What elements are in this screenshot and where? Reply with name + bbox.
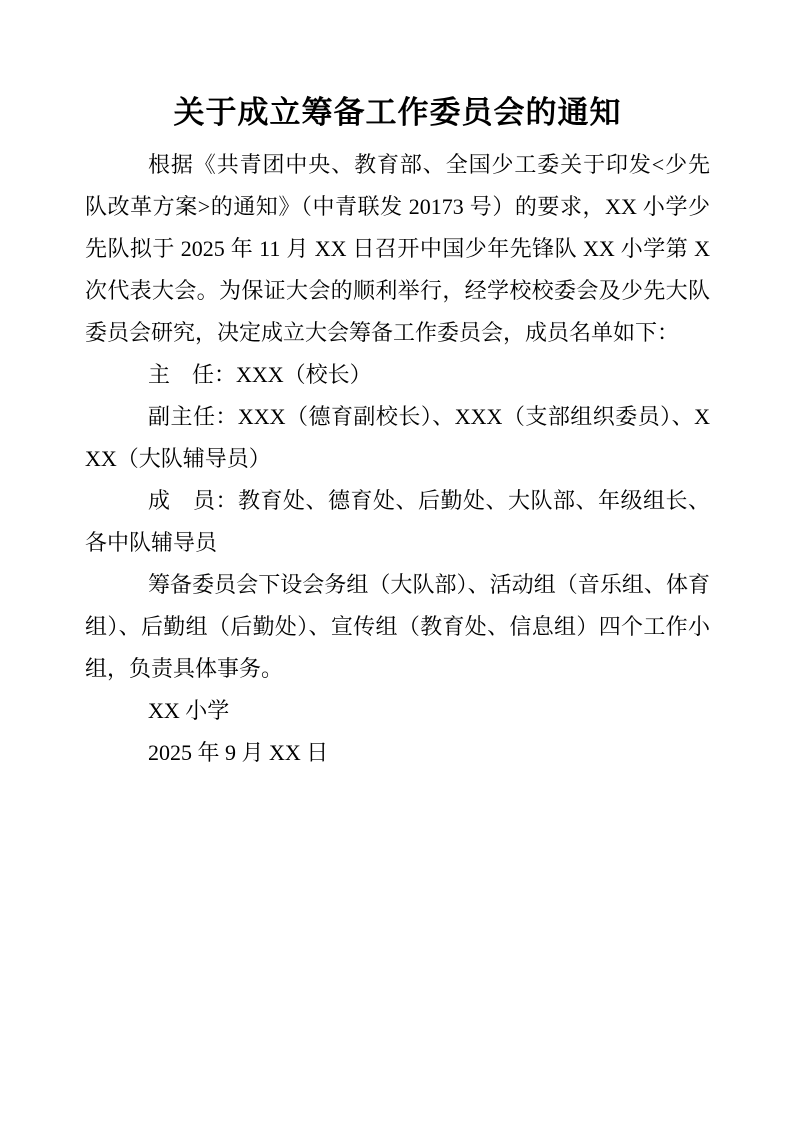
para-deputy-directors: 副主任：XXX（德育副校长）、XXX（支部组织委员）、XXX（大队辅导员） (85, 404, 710, 471)
signature-school: XX 小学 (148, 698, 230, 723)
para-basis-and-decision: 根据《共青团中央、教育部、全国少工委关于印发<少先队改革方案>的通知》（中青联发 20173 号）的要求，XX 小学少先队拟于 2025 年 11 月 XX 日召开中国少年先锋队 XX 小学第 X 次代表大会。为保证大会的顺利举行，经学校校委会及少先大队委员会研究，决定成立大会筹备工作委员会，成员名单如下： (85, 152, 710, 345)
para-members: 成 员：教育处、德育处、后勤处、大队部、年级组长、各中队辅导员 (85, 488, 710, 555)
para-working-groups: 筹备委员会下设会务组（大队部）、活动组（音乐组、体育组）、后勤组（后勤处）、宣传组（教育处、信息组）四个工作小组，负责具体事务。 (85, 572, 710, 681)
signature-date: 2025 年 9 月 XX 日 (148, 740, 329, 765)
document-title: 关于成立筹备工作委员会的通知 (173, 95, 622, 130)
para-director: 主 任：XXX（校长） (148, 362, 372, 387)
